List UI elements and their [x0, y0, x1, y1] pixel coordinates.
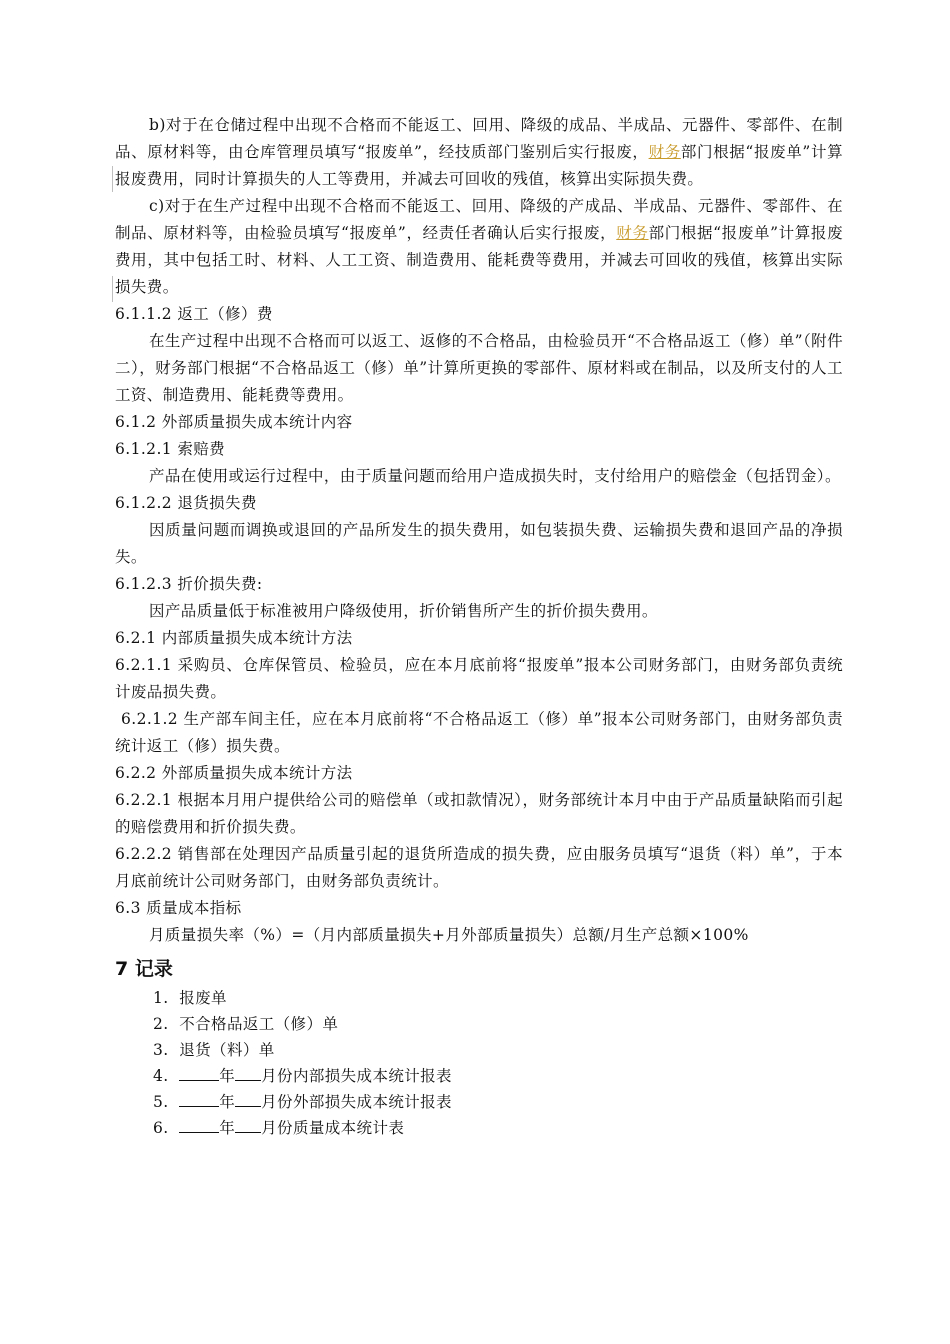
- year-blank[interactable]: [179, 1065, 219, 1081]
- heading-6-1-2-1: 6.1.2.1 索赔费: [115, 440, 226, 458]
- heading-6-1-2-3: 6.1.2.3 折价损失费:: [115, 575, 263, 593]
- records-list: [115, 985, 843, 1141]
- paragraph-6-1-1-2: 在生产过程中出现不合格而可以返工、返修的不合格品，由检验员开“不合格品返工（修）单”（附件二），财务部门根据“不合格品返工（修）单”计算所更换的零部件、原材料或在制品，以及所支付的人工工资、制造费用、能耗费等费用。: [115, 332, 843, 404]
- paragraph-6-2-2-1: 6.2.2.1 根据本月用户提供给公司的赔偿单（或扣款情况），财务部统计本月中由于产品质量缺陷而引起的赔偿费用和折价损失费。: [115, 791, 843, 836]
- section-7-title: 7 记录: [115, 958, 173, 980]
- revision-mark: [112, 276, 113, 302]
- list-item: 1. 报废单: [153, 989, 227, 1007]
- month-blank[interactable]: [235, 1117, 261, 1133]
- paragraph-6-1-2-3: 因产品质量低于标准被用户降级使用，折价销售所产生的折价损失费用。: [149, 602, 658, 620]
- paragraph-6-2-2-2: 6.2.2.2 销售部在处理因产品质量引起的退货所造成的损失费，应由服务员填写“退货（料）单”，于本月底前统计公司财务部门，由财务部负责统计。: [115, 845, 843, 890]
- revision-mark: [112, 166, 113, 192]
- paragraph-6-2-1-1: 6.2.1.1 采购员、仓库保管员、检验员，应在本月底前将“报废单”报本公司财务部门，由财务部负责统计废品损失费。: [115, 656, 843, 701]
- list-item: 6. 年 月份质量成本统计表: [153, 1119, 405, 1137]
- paragraph-b: b)对于在仓储过程中出现不合格而不能返工、回用、降级的成品、半成品、元器件、零部件、在制品、原材料等，由仓库管理员填写“报废单”，经技质部门鉴别后实行报废，财务部门根据“报废单”计算报废费用，同时计算损失的人工等费用，并减去可回收的残值，核算出实际损失费。: [115, 116, 843, 188]
- list-item: 4. 年 月份内部损失成本统计报表: [153, 1067, 452, 1085]
- paragraph-c: c)对于在生产过程中出现不合格而不能返工、回用、降级的产成品、半成品、元器件、零部件、在制品、原材料等，由检验员填写“报废单”，经责任者确认后实行报废，财务部门根据“报废单”计算报废费用，其中包括工时、材料、人工工资、制造费用、能耗费等费用，并减去可回收的残值，核算出实际损失费。: [115, 197, 843, 296]
- heading-6-1-2-2: 6.1.2.2 退货损失费: [115, 494, 257, 512]
- heading-6-1-1-2: 6.1.1.2 返工（修）费: [115, 305, 273, 323]
- paragraph-6-3: 月质量损失率（%）=（月内部质量损失+月外部质量损失）总额/月生产总额×100%: [149, 926, 749, 944]
- document-body: [115, 112, 843, 1141]
- list-item: 3. 退货（料）单: [153, 1041, 275, 1059]
- finance-link[interactable]: 财务: [648, 143, 681, 161]
- heading-6-2-1: 6.2.1 内部质量损失成本统计方法: [115, 629, 353, 647]
- month-blank[interactable]: [235, 1065, 261, 1081]
- year-blank[interactable]: [179, 1117, 219, 1133]
- paragraph-6-2-1-2: 6.2.1.2 生产部车间主任，应在本月底前将“不合格品返工（修）单”报本公司财务部门，由财务部负责统计返工（修）损失费。: [115, 710, 843, 755]
- heading-6-1-2: 6.1.2 外部质量损失成本统计内容: [115, 413, 353, 431]
- year-blank[interactable]: [179, 1091, 219, 1107]
- list-item: 2. 不合格品返工（修）单: [153, 1015, 339, 1033]
- finance-link[interactable]: 财务: [616, 224, 649, 242]
- paragraph-6-1-2-1: 产品在使用或运行过程中，由于质量问题而给用户造成损失时，支付给用户的赔偿金（包括罚金）。: [149, 467, 841, 485]
- month-blank[interactable]: [235, 1091, 261, 1107]
- heading-6-2-2: 6.2.2 外部质量损失成本统计方法: [115, 764, 353, 782]
- paragraph-6-1-2-2: 因质量问题而调换或退回的产品所发生的损失费用，如包装损失费、运输损失费和退回产品的净损失。: [115, 521, 843, 566]
- list-item: 5. 年 月份外部损失成本统计报表: [153, 1093, 452, 1111]
- heading-6-3: 6.3 质量成本指标: [115, 899, 242, 917]
